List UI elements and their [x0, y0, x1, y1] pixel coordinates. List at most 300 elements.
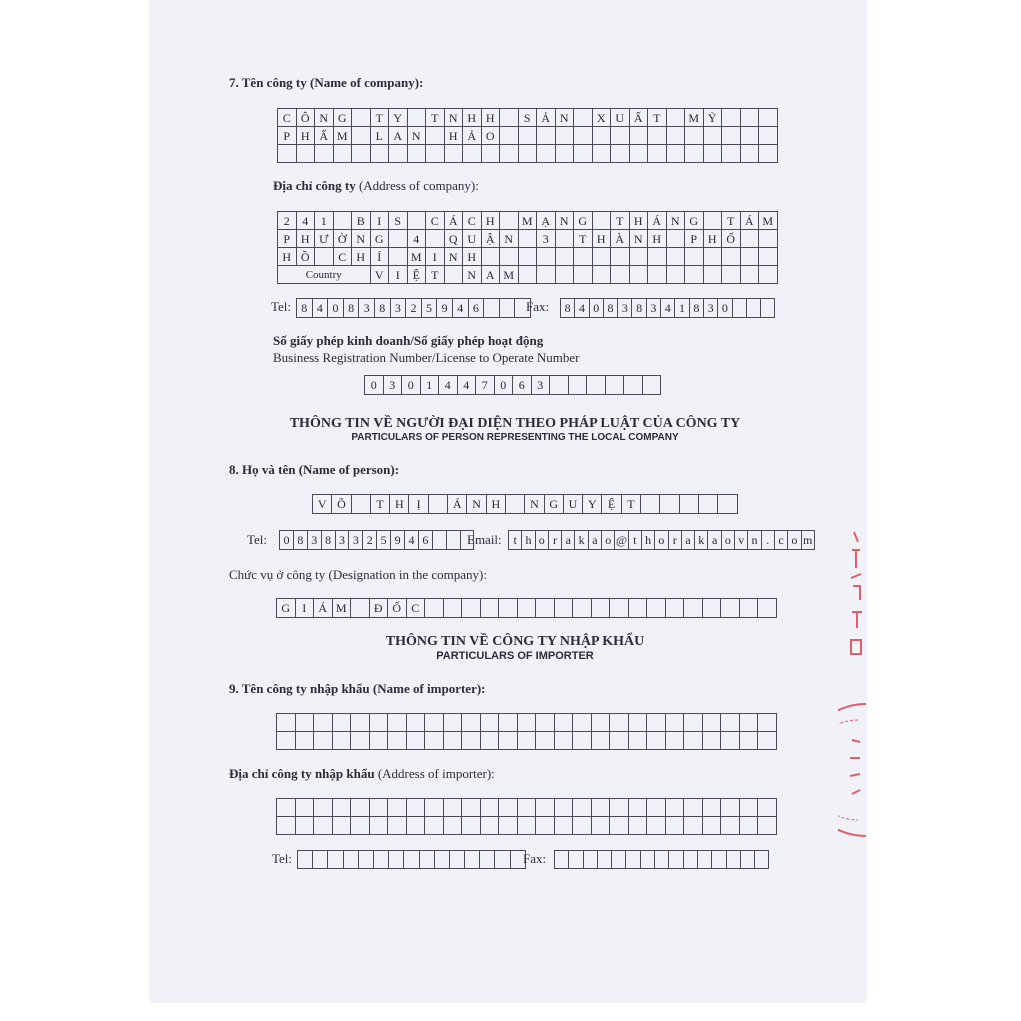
grid-cell[interactable]: o — [535, 531, 548, 550]
grid-cell[interactable] — [655, 851, 669, 869]
grid-cell[interactable] — [462, 799, 481, 817]
grid-cell[interactable] — [419, 851, 434, 869]
grid-cell[interactable] — [555, 230, 574, 248]
grid-cell[interactable] — [480, 851, 495, 869]
grid-cell[interactable]: O — [481, 127, 500, 145]
grid-cell[interactable] — [647, 599, 666, 618]
grid-cell[interactable]: H — [648, 230, 667, 248]
grid-cell[interactable]: 8 — [632, 299, 646, 318]
grid-cell[interactable]: m — [801, 531, 814, 550]
grid-cell[interactable] — [277, 817, 296, 835]
grid-cell[interactable] — [333, 212, 352, 230]
grid-cell[interactable]: 4 — [457, 376, 476, 395]
grid-cell[interactable]: G — [277, 599, 296, 618]
grid-cell[interactable] — [712, 851, 726, 869]
grid-cell[interactable] — [718, 495, 737, 514]
grid-cell[interactable] — [343, 851, 358, 869]
grid-cell[interactable] — [351, 799, 370, 817]
grid-cell[interactable]: Y — [389, 109, 408, 127]
grid-cell[interactable]: P — [685, 230, 704, 248]
grid-cell[interactable]: @ — [615, 531, 628, 550]
grid-cell[interactable] — [499, 714, 518, 732]
grid-cell[interactable]: a — [708, 531, 721, 550]
grid-cell[interactable] — [425, 714, 444, 732]
grid-cell[interactable] — [758, 799, 777, 817]
grid-cell[interactable]: H — [629, 212, 648, 230]
grid-cell[interactable]: Ệ — [407, 266, 426, 284]
grid-cell[interactable]: C — [426, 212, 445, 230]
grid-cell[interactable]: t — [509, 531, 522, 550]
grid-cell[interactable]: v — [735, 531, 748, 550]
grid-cell[interactable] — [407, 212, 426, 230]
grid-cell[interactable] — [369, 732, 388, 750]
grid-cell[interactable] — [298, 851, 313, 869]
grid-cell[interactable] — [666, 127, 685, 145]
grid-cell[interactable]: H — [481, 212, 500, 230]
grid-cell[interactable] — [426, 145, 445, 163]
grid-cell[interactable] — [434, 851, 449, 869]
grid-cell[interactable]: N — [525, 495, 544, 514]
grid-cell[interactable] — [610, 732, 629, 750]
grid-cell[interactable]: 0 — [589, 299, 603, 318]
grid-cell[interactable] — [328, 851, 343, 869]
grid-cell[interactable]: I — [426, 248, 445, 266]
grid-cell[interactable] — [518, 248, 537, 266]
grid-cell[interactable] — [480, 799, 499, 817]
grid-cell[interactable] — [554, 799, 573, 817]
grid-cell[interactable]: Ả — [463, 127, 482, 145]
grid-cell[interactable] — [536, 799, 555, 817]
grid-cell[interactable] — [518, 230, 537, 248]
grid-cell[interactable]: T — [722, 212, 741, 230]
grid-cell[interactable]: h — [522, 531, 535, 550]
grid-cell[interactable] — [443, 732, 462, 750]
grid-cell[interactable]: 8 — [374, 299, 390, 318]
grid-cell[interactable] — [684, 599, 703, 618]
grid-cell[interactable] — [500, 145, 519, 163]
grid-cell[interactable] — [536, 714, 555, 732]
grid-cell[interactable] — [739, 799, 758, 817]
grid-cell[interactable]: o — [721, 531, 734, 550]
grid-cell[interactable] — [629, 127, 648, 145]
grid-cell[interactable] — [351, 732, 370, 750]
grid-cell[interactable] — [721, 799, 740, 817]
grid-cell[interactable]: o — [602, 531, 615, 550]
grid-cell[interactable]: 0 — [494, 376, 513, 395]
grid-cell[interactable] — [313, 851, 328, 869]
grid-cell[interactable]: N — [555, 109, 574, 127]
grid-cell[interactable]: P — [278, 230, 297, 248]
grid-cell[interactable]: Õ — [332, 495, 351, 514]
grid-cell[interactable]: T — [611, 212, 630, 230]
grid-cell[interactable] — [666, 230, 685, 248]
grid-cell[interactable] — [554, 714, 573, 732]
grid-cell[interactable] — [746, 299, 760, 318]
grid-cell[interactable]: Ậ — [481, 230, 500, 248]
grid-cell[interactable] — [665, 732, 684, 750]
grid-cell[interactable] — [555, 248, 574, 266]
grid-cell[interactable] — [352, 145, 371, 163]
grid-cell[interactable] — [428, 495, 447, 514]
grid-cell[interactable] — [685, 266, 704, 284]
grid-cell[interactable]: a — [562, 531, 575, 550]
grid-cell[interactable] — [443, 817, 462, 835]
grid-cell[interactable]: N — [444, 109, 463, 127]
grid-cell[interactable] — [665, 799, 684, 817]
grid-cell[interactable]: r — [668, 531, 681, 550]
grid-cell[interactable] — [591, 599, 610, 618]
grid-cell[interactable]: Ố — [722, 230, 741, 248]
grid-cell[interactable]: 8 — [561, 299, 575, 318]
grid-cell[interactable]: 5 — [377, 531, 391, 550]
grid-cell[interactable] — [702, 732, 721, 750]
grid-cell[interactable] — [500, 127, 519, 145]
grid-cell[interactable]: Ô — [296, 109, 315, 127]
license-number-grid[interactable] — [364, 375, 661, 395]
grid-cell[interactable] — [721, 817, 740, 835]
grid-cell[interactable]: T — [648, 109, 667, 127]
grid-cell[interactable] — [591, 799, 610, 817]
grid-cell[interactable] — [462, 714, 481, 732]
grid-cell[interactable] — [315, 145, 334, 163]
grid-cell[interactable] — [592, 127, 611, 145]
grid-cell[interactable]: H — [278, 248, 297, 266]
grid-cell[interactable]: I — [295, 599, 314, 618]
grid-cell[interactable]: 0 — [402, 376, 421, 395]
grid-cell[interactable] — [573, 817, 592, 835]
grid-cell[interactable] — [406, 817, 425, 835]
grid-cell[interactable] — [554, 732, 573, 750]
grid-cell[interactable] — [388, 817, 407, 835]
grid-cell[interactable] — [389, 145, 408, 163]
grid-cell[interactable]: 3 — [618, 299, 632, 318]
grid-cell[interactable] — [555, 145, 574, 163]
grid-cell[interactable] — [481, 145, 500, 163]
grid-cell[interactable] — [679, 495, 698, 514]
grid-cell[interactable] — [351, 599, 370, 618]
grid-cell[interactable]: 4 — [439, 376, 458, 395]
grid-cell[interactable] — [611, 266, 630, 284]
grid-cell[interactable] — [685, 127, 704, 145]
importer-name-grid[interactable] — [276, 713, 777, 750]
grid-cell[interactable]: À — [611, 230, 630, 248]
grid-cell[interactable] — [722, 127, 741, 145]
grid-cell[interactable] — [665, 599, 684, 618]
grid-cell[interactable]: 1 — [420, 376, 439, 395]
grid-cell[interactable] — [444, 266, 463, 284]
grid-cell[interactable] — [702, 817, 721, 835]
grid-cell[interactable]: 4 — [407, 230, 426, 248]
grid-cell[interactable] — [573, 732, 592, 750]
grid-cell[interactable]: 3 — [390, 299, 406, 318]
grid-cell[interactable] — [739, 599, 758, 618]
grid-cell[interactable]: 8 — [689, 299, 703, 318]
grid-cell[interactable]: 9 — [391, 531, 405, 550]
grid-cell[interactable]: V — [370, 266, 389, 284]
grid-cell[interactable] — [726, 851, 740, 869]
grid-cell[interactable] — [517, 817, 536, 835]
grid-cell[interactable] — [610, 799, 629, 817]
grid-cell[interactable] — [721, 732, 740, 750]
grid-cell[interactable] — [640, 851, 654, 869]
grid-cell[interactable] — [351, 817, 370, 835]
grid-cell[interactable] — [332, 799, 351, 817]
grid-cell[interactable]: N — [352, 230, 371, 248]
grid-cell[interactable] — [500, 212, 519, 230]
grid-cell[interactable] — [591, 817, 610, 835]
grid-cell[interactable]: T — [426, 109, 445, 127]
grid-cell[interactable] — [740, 851, 754, 869]
grid-cell[interactable]: P — [278, 127, 297, 145]
grid-cell[interactable]: 3 — [531, 376, 550, 395]
grid-cell[interactable] — [517, 732, 536, 750]
grid-cell[interactable] — [352, 127, 371, 145]
grid-cell[interactable]: 7 — [476, 376, 495, 395]
grid-cell[interactable]: T — [426, 266, 445, 284]
grid-cell[interactable] — [555, 851, 569, 869]
grid-cell[interactable]: B — [352, 212, 371, 230]
grid-cell[interactable]: Y — [583, 495, 602, 514]
grid-cell[interactable] — [684, 817, 703, 835]
grid-cell[interactable] — [647, 732, 666, 750]
grid-cell[interactable] — [465, 851, 480, 869]
grid-cell[interactable]: n — [748, 531, 761, 550]
grid-cell[interactable] — [583, 851, 597, 869]
grid-cell[interactable]: r — [548, 531, 561, 550]
grid-cell[interactable] — [721, 714, 740, 732]
grid-cell[interactable] — [611, 248, 630, 266]
grid-cell[interactable]: 0 — [365, 376, 384, 395]
grid-cell[interactable]: Ư — [315, 230, 334, 248]
grid-cell[interactable]: M — [685, 109, 704, 127]
grid-cell[interactable]: Ẩ — [315, 127, 334, 145]
grid-cell[interactable]: Ờ — [333, 230, 352, 248]
grid-cell[interactable] — [739, 732, 758, 750]
grid-cell[interactable] — [648, 145, 667, 163]
grid-cell[interactable]: 3 — [335, 531, 349, 550]
grid-cell[interactable] — [740, 127, 759, 145]
grid-cell[interactable] — [537, 248, 556, 266]
grid-cell[interactable]: 8 — [297, 299, 313, 318]
grid-cell[interactable] — [568, 376, 587, 395]
grid-cell[interactable] — [759, 145, 778, 163]
grid-cell[interactable] — [425, 732, 444, 750]
grid-cell[interactable] — [332, 714, 351, 732]
grid-cell[interactable] — [406, 732, 425, 750]
grid-cell[interactable] — [484, 299, 500, 318]
person-tel-grid[interactable] — [279, 530, 474, 550]
grid-cell[interactable] — [432, 531, 446, 550]
grid-cell[interactable] — [758, 732, 777, 750]
grid-cell[interactable] — [443, 714, 462, 732]
grid-cell[interactable] — [628, 714, 647, 732]
grid-cell[interactable]: 1 — [675, 299, 689, 318]
grid-cell[interactable] — [669, 851, 683, 869]
grid-cell[interactable] — [703, 248, 722, 266]
grid-cell[interactable]: U — [611, 109, 630, 127]
grid-cell[interactable] — [666, 109, 685, 127]
grid-cell[interactable]: 1 — [315, 212, 334, 230]
grid-cell[interactable] — [629, 248, 648, 266]
grid-cell[interactable]: X — [592, 109, 611, 127]
grid-cell[interactable] — [626, 851, 640, 869]
grid-cell[interactable]: U — [463, 230, 482, 248]
grid-cell[interactable]: M — [333, 127, 352, 145]
grid-cell[interactable] — [665, 714, 684, 732]
grid-cell[interactable] — [647, 799, 666, 817]
grid-cell[interactable] — [554, 599, 573, 618]
grid-cell[interactable]: N — [315, 109, 334, 127]
grid-cell[interactable]: Ố — [388, 599, 407, 618]
grid-cell[interactable]: 4 — [575, 299, 589, 318]
grid-cell[interactable] — [703, 212, 722, 230]
designation-grid[interactable] — [276, 598, 777, 618]
grid-cell[interactable] — [443, 799, 462, 817]
grid-cell[interactable] — [277, 714, 296, 732]
grid-cell[interactable]: 3 — [307, 531, 321, 550]
grid-cell[interactable] — [314, 714, 333, 732]
grid-cell[interactable]: N — [555, 212, 574, 230]
grid-cell[interactable] — [499, 817, 518, 835]
importer-tel-grid[interactable] — [297, 850, 526, 869]
grid-cell[interactable] — [277, 799, 296, 817]
grid-cell[interactable] — [373, 851, 388, 869]
grid-cell[interactable] — [358, 851, 373, 869]
grid-cell[interactable] — [499, 799, 518, 817]
grid-cell[interactable] — [628, 732, 647, 750]
grid-cell[interactable] — [536, 599, 555, 618]
grid-cell[interactable]: V — [313, 495, 332, 514]
grid-cell[interactable]: H — [296, 230, 315, 248]
grid-cell[interactable] — [648, 266, 667, 284]
grid-cell[interactable] — [628, 799, 647, 817]
grid-cell[interactable] — [295, 714, 314, 732]
grid-cell[interactable] — [444, 145, 463, 163]
grid-cell[interactable]: N — [629, 230, 648, 248]
grid-cell[interactable] — [499, 599, 518, 618]
grid-cell[interactable] — [685, 145, 704, 163]
grid-cell[interactable] — [333, 145, 352, 163]
grid-cell[interactable]: 0 — [718, 299, 732, 318]
grid-cell[interactable] — [449, 851, 464, 869]
grid-cell[interactable] — [702, 714, 721, 732]
grid-cell[interactable] — [591, 714, 610, 732]
grid-cell[interactable] — [761, 299, 775, 318]
grid-cell[interactable] — [759, 127, 778, 145]
grid-cell[interactable] — [703, 266, 722, 284]
company-name-grid[interactable] — [277, 108, 778, 163]
grid-cell[interactable]: G — [685, 212, 704, 230]
grid-cell[interactable]: Ị — [409, 495, 428, 514]
grid-cell[interactable]: M — [332, 599, 351, 618]
grid-cell[interactable] — [500, 248, 519, 266]
grid-cell[interactable] — [684, 799, 703, 817]
grid-cell[interactable] — [426, 127, 445, 145]
grid-cell[interactable] — [425, 599, 444, 618]
grid-cell[interactable]: 2 — [363, 531, 377, 550]
grid-cell[interactable] — [740, 145, 759, 163]
grid-cell[interactable]: 3 — [646, 299, 660, 318]
grid-cell[interactable]: H — [463, 109, 482, 127]
grid-cell[interactable] — [740, 109, 759, 127]
grid-cell[interactable] — [332, 732, 351, 750]
grid-cell[interactable] — [642, 376, 661, 395]
grid-cell[interactable] — [665, 817, 684, 835]
grid-cell[interactable]: c — [774, 531, 787, 550]
grid-cell[interactable] — [388, 799, 407, 817]
grid-cell[interactable] — [666, 266, 685, 284]
grid-cell[interactable] — [648, 248, 667, 266]
grid-cell[interactable] — [404, 851, 419, 869]
grid-cell[interactable] — [592, 212, 611, 230]
grid-cell[interactable]: Á — [648, 212, 667, 230]
grid-cell[interactable] — [406, 714, 425, 732]
grid-cell[interactable] — [407, 145, 426, 163]
grid-cell[interactable] — [480, 817, 499, 835]
grid-cell[interactable] — [407, 109, 426, 127]
grid-cell[interactable] — [462, 599, 481, 618]
grid-cell[interactable]: o — [655, 531, 668, 550]
grid-cell[interactable] — [722, 248, 741, 266]
grid-cell[interactable]: 0 — [328, 299, 344, 318]
grid-cell[interactable] — [612, 851, 626, 869]
grid-cell[interactable]: Á — [740, 212, 759, 230]
grid-cell[interactable] — [480, 714, 499, 732]
grid-cell[interactable] — [518, 127, 537, 145]
grid-cell[interactable] — [517, 714, 536, 732]
grid-cell[interactable] — [758, 714, 777, 732]
grid-cell[interactable] — [314, 799, 333, 817]
grid-cell[interactable] — [647, 817, 666, 835]
grid-cell[interactable] — [574, 266, 593, 284]
grid-cell[interactable] — [611, 127, 630, 145]
grid-cell[interactable]: C — [278, 109, 297, 127]
grid-cell[interactable]: N — [463, 266, 482, 284]
grid-cell[interactable] — [722, 145, 741, 163]
grid-cell[interactable]: T — [574, 230, 593, 248]
grid-cell[interactable] — [573, 714, 592, 732]
grid-cell[interactable] — [732, 299, 746, 318]
grid-cell[interactable]: N — [444, 248, 463, 266]
grid-cell[interactable] — [369, 799, 388, 817]
grid-cell[interactable]: 4 — [452, 299, 468, 318]
grid-cell[interactable] — [759, 230, 778, 248]
grid-cell[interactable] — [499, 299, 515, 318]
grid-cell[interactable] — [555, 127, 574, 145]
grid-cell[interactable]: A — [481, 266, 500, 284]
grid-cell[interactable]: C — [406, 599, 425, 618]
grid-cell[interactable] — [277, 732, 296, 750]
grid-cell[interactable]: H — [592, 230, 611, 248]
grid-cell[interactable] — [369, 817, 388, 835]
grid-cell[interactable]: 8 — [321, 531, 335, 550]
grid-cell[interactable]: N — [500, 230, 519, 248]
grid-cell[interactable] — [629, 266, 648, 284]
grid-cell[interactable]: 3 — [349, 531, 363, 550]
grid-cell[interactable] — [605, 376, 624, 395]
grid-cell[interactable]: Í — [370, 248, 389, 266]
grid-cell[interactable] — [370, 145, 389, 163]
grid-cell[interactable] — [573, 799, 592, 817]
grid-cell[interactable]: Ấ — [629, 109, 648, 127]
grid-cell[interactable] — [505, 495, 524, 514]
grid-cell[interactable] — [610, 599, 629, 618]
grid-cell[interactable]: o — [788, 531, 801, 550]
grid-cell[interactable] — [388, 732, 407, 750]
grid-cell[interactable] — [406, 799, 425, 817]
grid-cell[interactable]: H — [703, 230, 722, 248]
grid-cell[interactable]: Q — [444, 230, 463, 248]
